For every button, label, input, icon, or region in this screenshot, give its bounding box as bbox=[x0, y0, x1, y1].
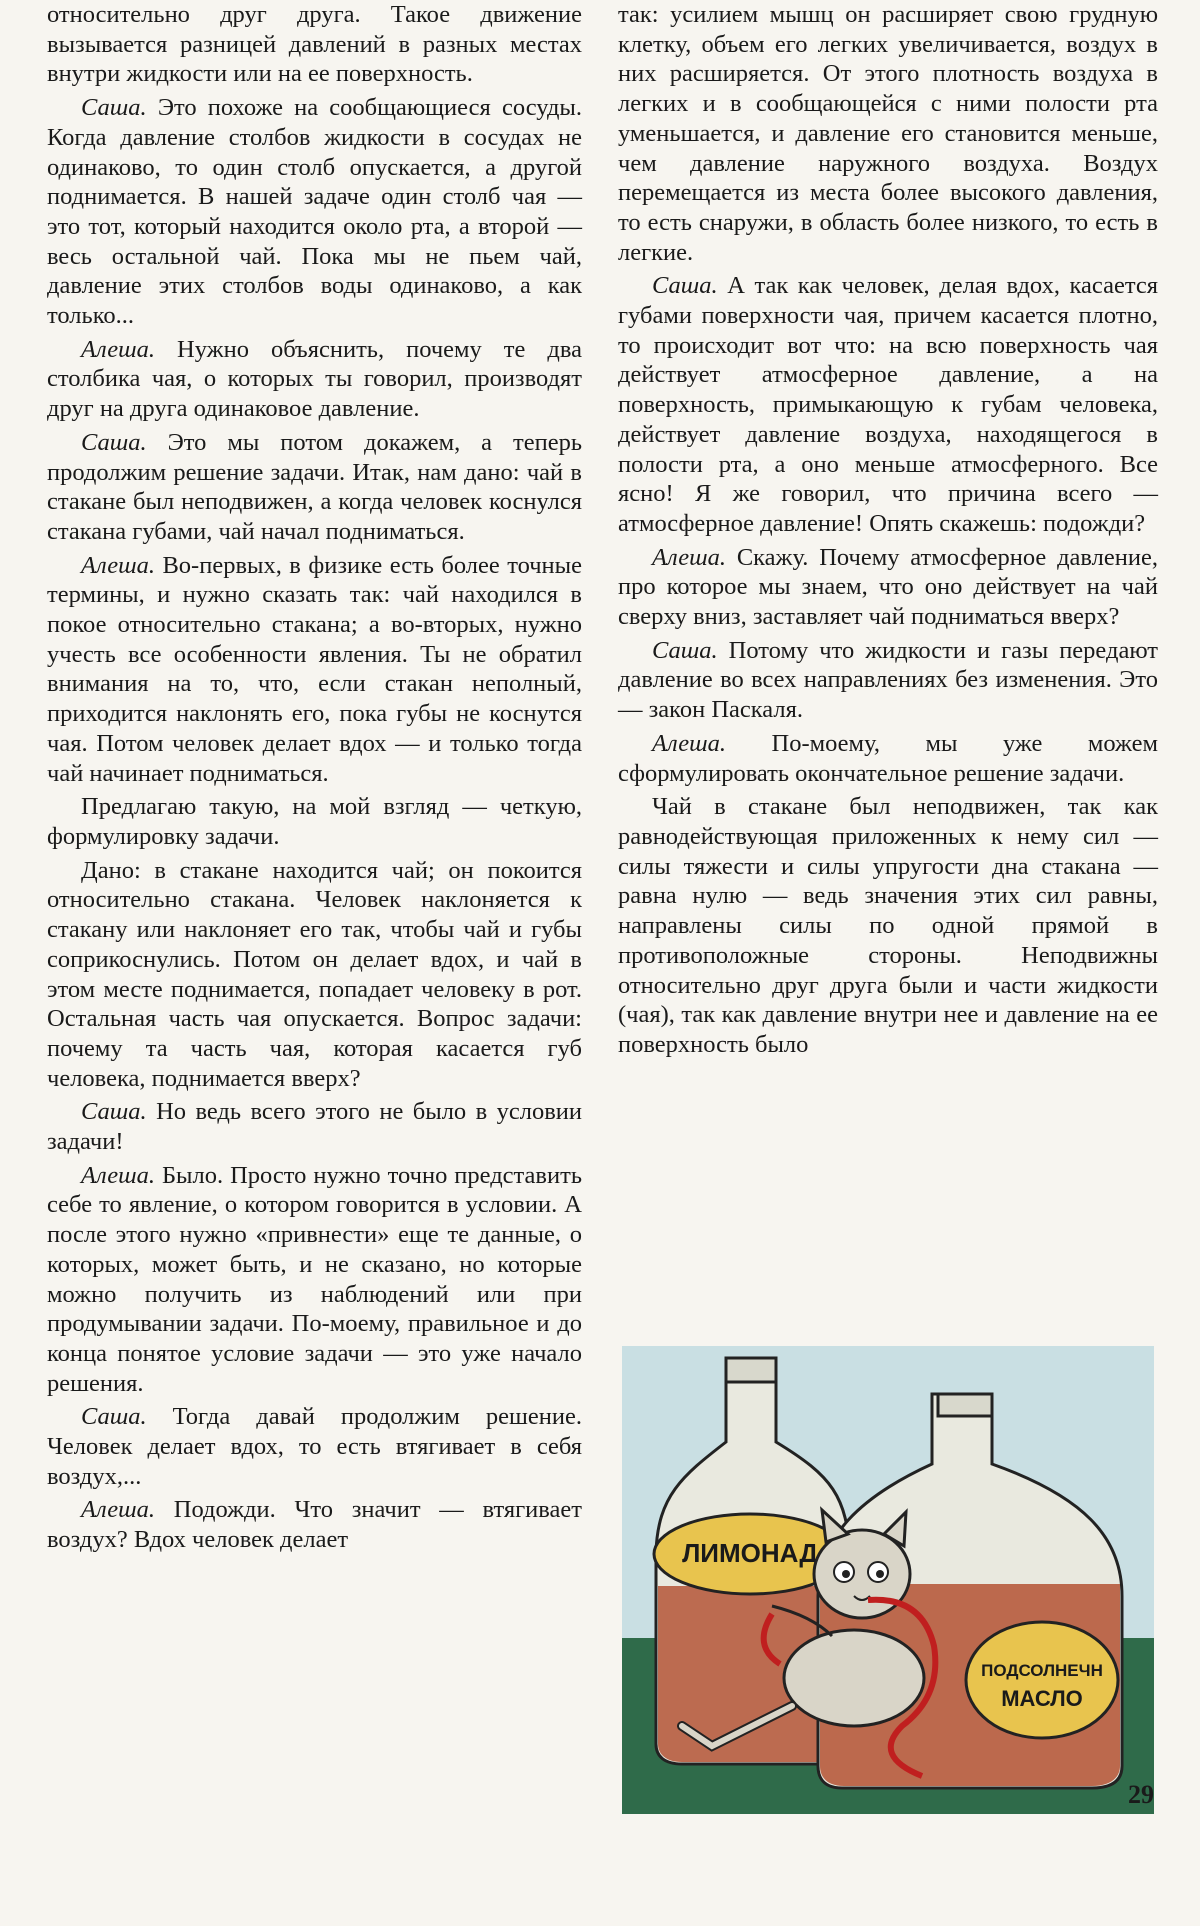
paragraph-text: Дано: в стакане находится чай; он покоится относительно стакана. Человек наклоняется к стакану или наклоняет его так, чтобы чай и губы соприкоснулись. Потом он делает вдох, и чай в этом месте поднимается, попадает человеку в рот. Остальная часть чая опускается. Вопрос задачи: почему та часть чая, которая касается губ человека, поднимается вверх? bbox=[47, 856, 582, 1092]
illustration bbox=[622, 1346, 1154, 1814]
paragraph-text: относительно друг друга. Такое движение вызывается разницей давлений в разных местах внутри жидкости или на ее поверхность. bbox=[47, 1, 582, 88]
speaker-name: Алеша. bbox=[81, 1161, 156, 1189]
speaker-name: Саша. bbox=[81, 1098, 147, 1126]
paragraph bbox=[618, 271, 1158, 538]
paragraph-text: Это мы потом докажем, а теперь продолжим решение задачи. Итак, нам дано: чай в стакане был неподвижен, а когда человек коснулся стакана губами, чай начал подниматься. bbox=[47, 428, 583, 545]
paragraph bbox=[47, 551, 582, 789]
speaker-name: Саша. bbox=[81, 428, 147, 456]
left-column bbox=[47, 0, 582, 1555]
bottle-right-label-line1: ПОДСОЛНЕЧН bbox=[981, 1661, 1103, 1680]
paragraph-text: так: усилием мышц он расширяет свою грудную клетку, объем его легких увеличивается, воздух в них расширяется. От этого плотность воздуха в легких и в сообщающейся с ними полости рта уменьшается, и давление его становится меньше, чем давление наружного воздуха. Воздух перемещается из места более высокого давления, то есть снаружи, в область более низкого, то есть в легкие. bbox=[618, 1, 1158, 266]
speaker-name: Алеша. bbox=[81, 551, 156, 579]
paragraph-text: Потому что жидкости и газы передают давление во всех направлениях без изменения. Это — закон Паскаля. bbox=[618, 636, 1159, 724]
bottle-right-label-line2: МАСЛО bbox=[1001, 1686, 1083, 1711]
paragraph bbox=[618, 792, 1158, 1059]
speaker-name: Алеша. bbox=[81, 335, 156, 363]
bottles-cat-drawing bbox=[622, 1346, 1154, 1814]
speaker-name: Алеша. bbox=[81, 1496, 156, 1524]
paragraph-text: Нужно объяснить, почему те два столбика чая, о которых ты говорил, производят друг на друга одинаковое давление. bbox=[47, 335, 582, 423]
speaker-name: Саша. bbox=[652, 636, 718, 664]
paragraph-text: По-моему, мы уже можем сформулировать окончательное решение задачи. bbox=[618, 729, 1159, 787]
paragraph bbox=[47, 1402, 582, 1491]
paragraph bbox=[47, 93, 582, 331]
paragraph-text: Во-первых, в физике есть более точные термины, и нужно сказать так: чай находился в покое относительно стакана; а во-вторых, нужно учесть все особенности явления. Ты не обратил внимания на то, что, если стакан неполный, приходится наклонять его, пока губы не коснутся чая. Потом человек делает вдох — и только тогда чай начинает подниматься. bbox=[47, 551, 582, 787]
bottle-left-label: ЛИМОНАД bbox=[682, 1538, 818, 1568]
paragraph bbox=[618, 543, 1158, 632]
paragraph bbox=[47, 1161, 582, 1399]
paragraph bbox=[47, 856, 582, 1094]
paragraph bbox=[47, 0, 582, 89]
paragraph-text: Предлагаю такую, на мой взгляд — четкую, формулировку задачи. bbox=[47, 793, 582, 850]
paragraph bbox=[47, 1097, 582, 1156]
paragraph-text: Тогда давай продолжим решение. Человек делает вдох, то есть втягивает в себя воздух,... bbox=[47, 1403, 583, 1490]
paragraph-text: Подожди. Что значит — втягивает воздух? Вдох человек делает bbox=[47, 1496, 582, 1554]
paragraph bbox=[47, 1495, 582, 1554]
paragraph-text: А так как человек, делая вдох, касается губами поверхности чая, причем касается плотно, то происходит вот что: на всю поверхность чая действует атмосферное давление, а на поверхность, примыкающую к губам человека, действует давление воздуха, находящегося в полости рта, а оно меньше атмосферного. Все ясно! Я же говорил, что причина всего — атмосферное давление! Опять скажешь: подожди? bbox=[618, 272, 1158, 537]
paragraph bbox=[618, 636, 1158, 725]
paragraph bbox=[618, 729, 1158, 788]
paragraph-text: Это похоже на сообщающиеся сосуды. Когда давление столбов жидкости в сосудах не одинаково, то один столб опускается, а другой поднимается. В нашей задаче один столб чая — это тот, который находится около рта, а второй — весь остальной чай. Пока мы не пьем чай, давление этих столбов воды одинаково, а как только... bbox=[47, 94, 582, 330]
speaker-name: Алеша. bbox=[652, 729, 727, 757]
paragraph-text: Но ведь всего этого не было в условии задачи! bbox=[47, 1098, 583, 1156]
paragraph bbox=[47, 792, 582, 851]
speaker-name: Алеша. bbox=[652, 543, 727, 571]
speaker-name: Саша. bbox=[81, 1403, 147, 1431]
paragraph bbox=[47, 428, 582, 547]
right-column bbox=[618, 0, 1158, 1060]
paragraph bbox=[618, 0, 1158, 267]
paragraph-text: Было. Просто нужно точно представить себе то явление, о котором говорится в условии. А после этого нужно «привнести» еще те данные, о которых, может быть, и не сказано, но которые можно получить из наблюдений или при продумывании задачи. По-моему, правильное и до конца понятое условие задачи — это уже начало решения. bbox=[47, 1161, 582, 1397]
speaker-name: Саша. bbox=[81, 94, 147, 122]
speaker-name: Саша. bbox=[652, 272, 718, 300]
paragraph-text: Скажу. Почему атмосферное давление, про которое мы знаем, что оно действует на чай сверху вниз, заставляет чай подниматься вверх? bbox=[618, 543, 1158, 631]
paragraph-text: Чай в стакане был неподвижен, так как равнодействующая приложенных к нему сил — силы тяжести и силы упругости дна стакана — равна нулю — ведь значения этих сил равны, направлены силы по одной прямой в противоположные стороны. Неподвижны относительно друг друга были и части жидкости (чая), так как давление внутри нее и давление на ее поверхность было bbox=[618, 793, 1158, 1058]
paragraph bbox=[47, 335, 582, 424]
page-number: 29 bbox=[1128, 1780, 1154, 1809]
